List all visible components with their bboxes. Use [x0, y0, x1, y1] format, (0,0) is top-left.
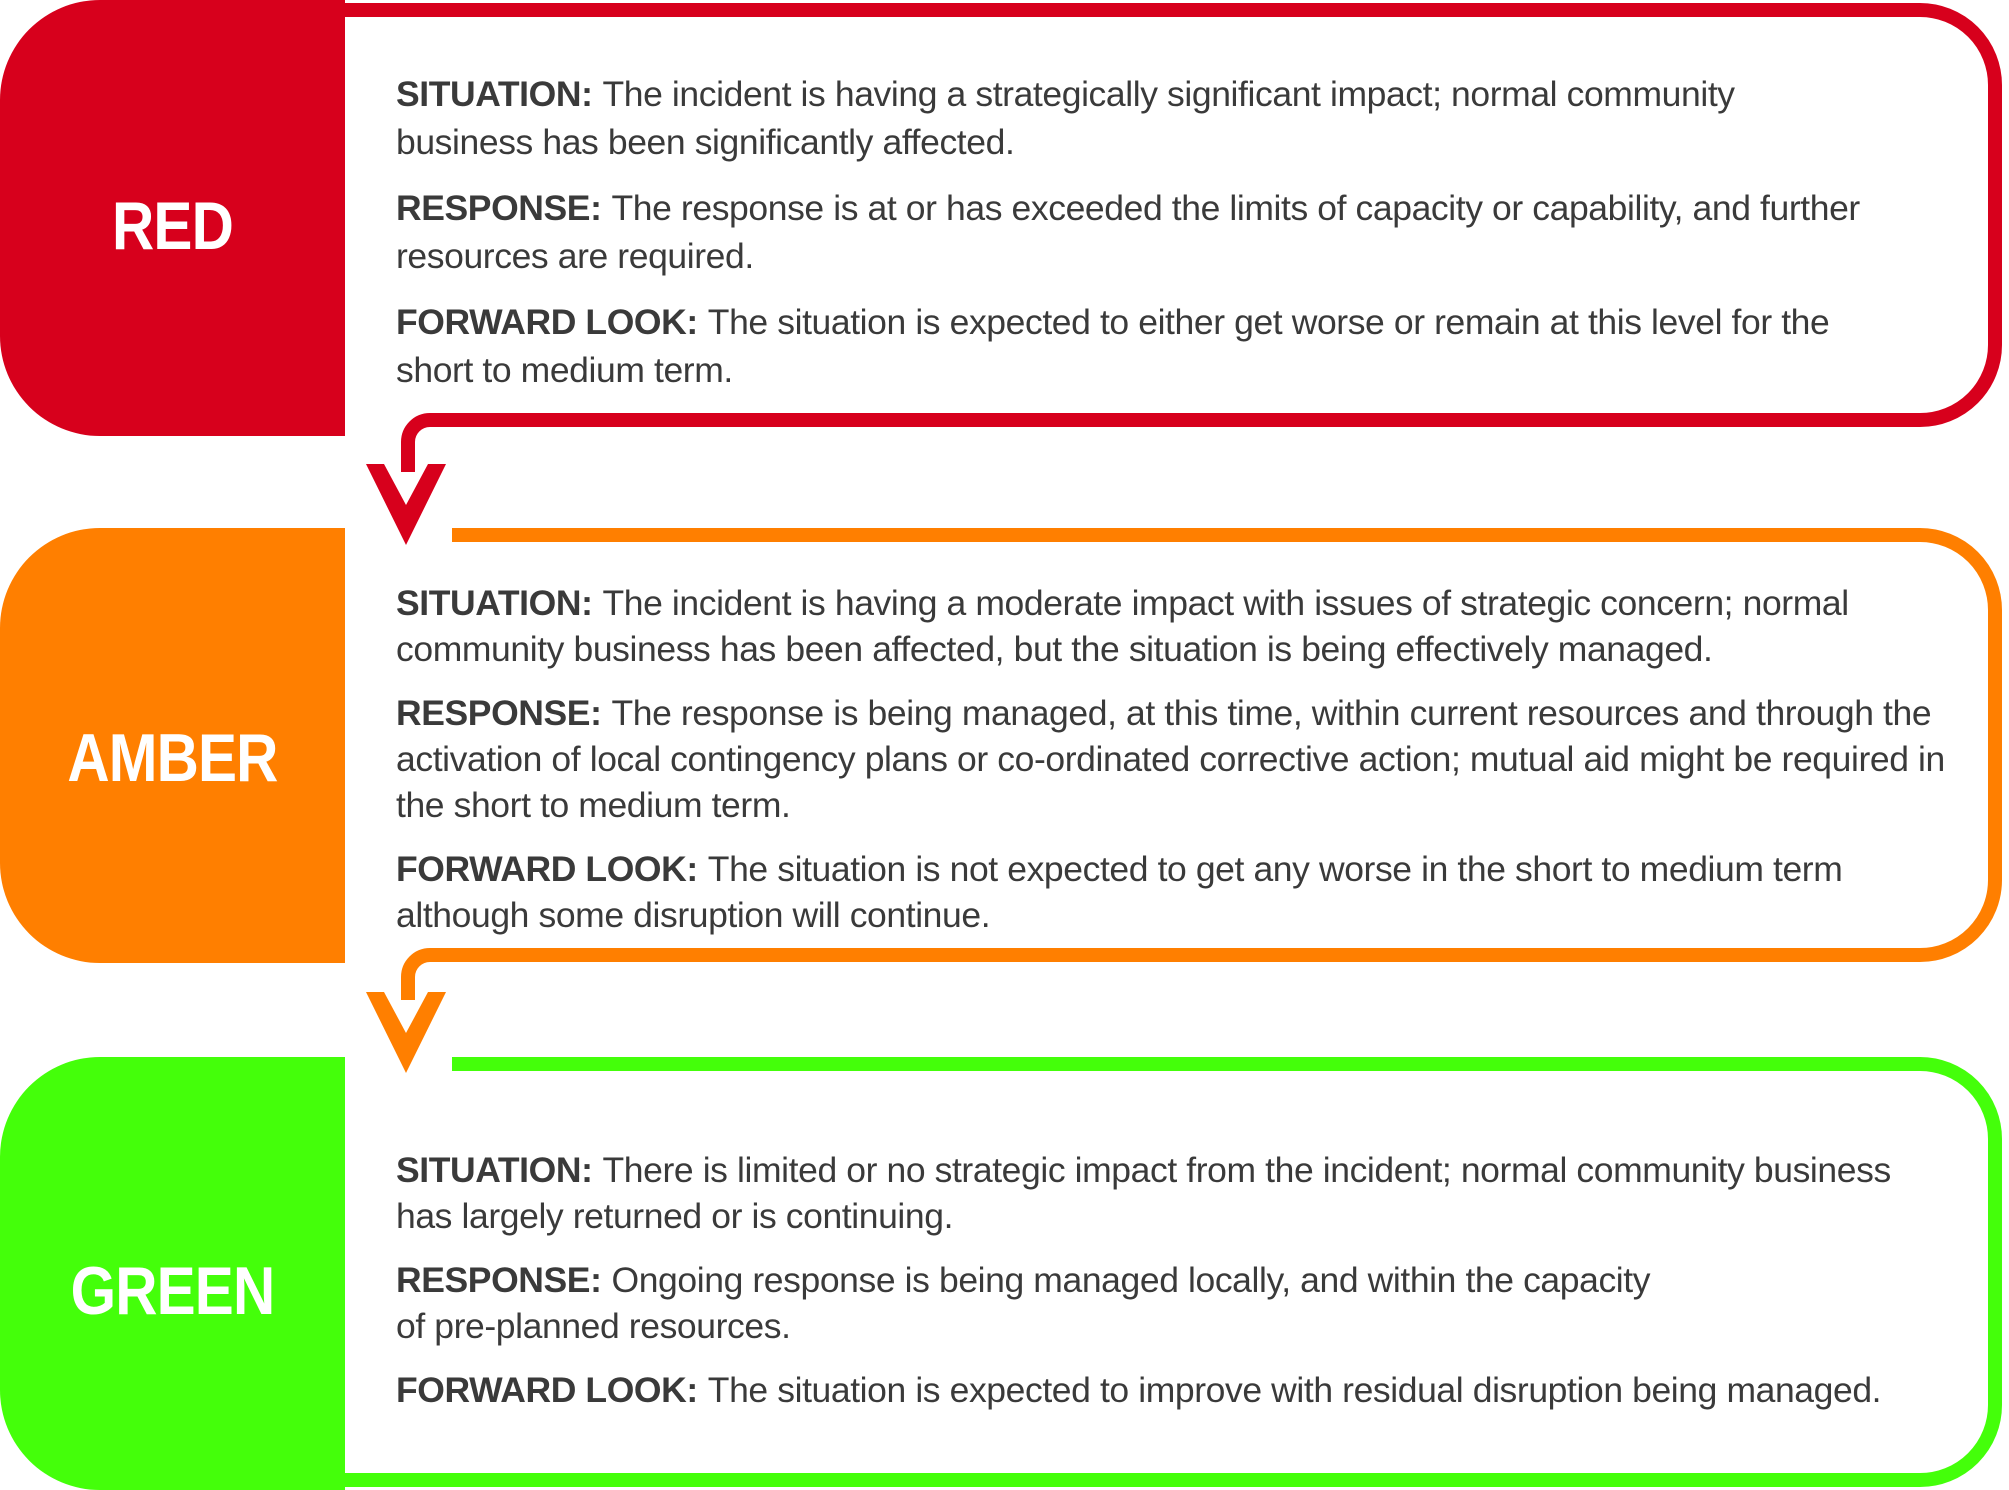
forward-look-text: The situation is expected to improve with residual disruption being managed. [707, 1370, 1882, 1410]
situation-text: The incident is having a strategically significant impact; normal community business has been significantly affected. [396, 74, 1735, 162]
forward-look-text: The situation is not expected to get any worse in the short to medium term although some disruption will continue. [396, 849, 1843, 935]
red-response [396, 184, 1876, 280]
response-text: The response is being managed, at this time, within current resources and through the activation of local contingency plans or co-ordinated corrective action; mutual aid might be required in the short to medium term. [396, 693, 1945, 825]
green-description [396, 1147, 1946, 1413]
green-forward-look [396, 1367, 1946, 1413]
red-forward-look [396, 298, 1876, 394]
response-text: The response is at or has exceeded the limits of capacity or capability, and further resources are required. [396, 188, 1860, 276]
amber-description [396, 580, 1946, 938]
situation-title: SITUATION: [396, 583, 593, 623]
response-title: RESPONSE: [396, 693, 602, 733]
situation-text: The incident is having a moderate impact with issues of strategic concern; normal community business has been affected, but the situation is being effectively managed. [396, 583, 1849, 669]
green-situation [396, 1147, 1946, 1239]
amber-forward-look [396, 846, 1946, 938]
amber-level-label: AMBER [67, 720, 278, 796]
forward-look-title: FORWARD LOOK: [396, 1370, 698, 1410]
amber-situation [396, 580, 1946, 672]
forward-look-title: FORWARD LOOK: [396, 302, 698, 342]
amber-response [396, 690, 1946, 828]
red-to-amber-arrow [366, 464, 446, 545]
situation-title: SITUATION: [396, 1150, 593, 1190]
response-title: RESPONSE: [396, 1260, 602, 1300]
forward-look-title: FORWARD LOOK: [396, 849, 698, 889]
situation-text: There is limited or no strategic impact from the incident; normal community business has largely returned or is continuing. [396, 1150, 1891, 1236]
amber-to-green-arrow [366, 992, 446, 1073]
red-situation [396, 70, 1876, 166]
red-level-label: RED [112, 188, 233, 264]
situation-title: SITUATION: [396, 74, 593, 114]
response-title: RESPONSE: [396, 188, 602, 228]
green-level-label: GREEN [70, 1253, 275, 1329]
forward-look-text: The situation is expected to either get worse or remain at this level for the short to medium term. [396, 302, 1830, 390]
response-text: Ongoing response is being managed locally, and within the capacity of pre-planned resources. [396, 1260, 1651, 1346]
green-response [396, 1257, 1686, 1349]
red-description [396, 70, 1876, 394]
